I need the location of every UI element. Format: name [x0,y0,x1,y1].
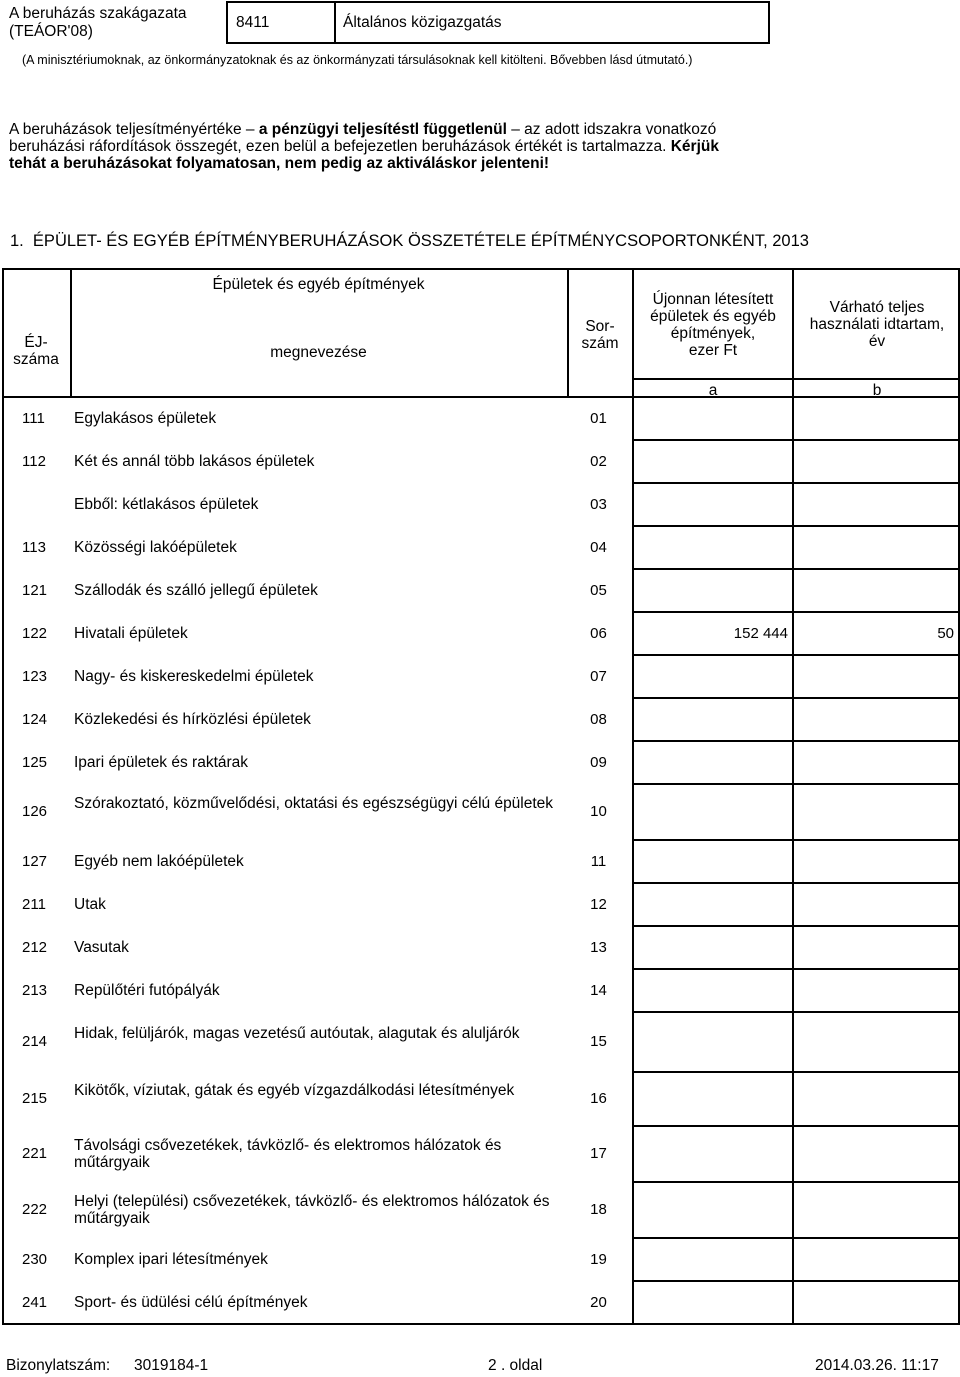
row-code: 111 [22,409,45,427]
header-seq-line1: Sor- [585,318,615,335]
cell-a-field[interactable] [632,1182,792,1238]
row-code: 213 [22,981,48,999]
header-seq [569,318,631,352]
cell-b-field[interactable] [792,1126,960,1182]
cell-b-field[interactable] [792,569,960,612]
table-row [0,483,960,526]
table-row [0,883,960,926]
row-name: Szállodák és szálló jellegű épületek [74,581,318,599]
cell-b-field[interactable] [792,1182,960,1238]
cell-a-field[interactable] [632,397,792,440]
row-seq: 18 [590,1201,607,1218]
cell-b-field[interactable] [792,397,960,440]
teaor-divider [334,1,336,44]
table-row [0,655,960,698]
table-row [0,741,960,784]
table-row [0,840,960,883]
teaor-name: Általános közigazgatás [343,14,502,31]
cell-a-field[interactable] [632,883,792,926]
row-code: 212 [22,938,48,956]
table-row [0,926,960,969]
cell-b-field[interactable] [792,526,960,569]
header-letter-b: b [872,382,882,399]
cell-a-field[interactable] [632,526,792,569]
intro-line3: tehát a beruházásokat folyamatosan, nem pedig az aktiváláskor jelenteni! [9,155,550,172]
cell-b-field[interactable] [792,1072,960,1126]
header-letter-a: a [708,382,718,399]
row-name: Nagy- és kiskereskedelmi épületek [74,667,314,685]
cell-b-field[interactable] [792,784,960,840]
row-code: 215 [22,1090,48,1107]
row-name: Vasutak [74,938,129,956]
table-row [0,1126,960,1182]
row-seq: 06 [590,624,607,642]
teaor-label-line1: A beruházás szakágazata [9,5,187,22]
row-code: 211 [22,895,46,913]
table-row [0,397,960,440]
row-name: Komplex ipari létesítmények [74,1250,268,1268]
row-seq: 17 [590,1145,607,1162]
header-col-b-line1: Várható teljes [829,299,925,316]
row-code: 126 [22,803,48,820]
cell-b-field[interactable] [792,883,960,926]
footer-page-num: 2 [488,1357,497,1374]
row-seq: 12 [590,895,607,913]
table-row [0,1072,960,1126]
cell-a-field[interactable] [632,569,792,612]
cell-b-field[interactable] [792,926,960,969]
cell-a-field[interactable] [632,1281,792,1324]
row-code: 123 [22,667,48,685]
cell-a-field[interactable] [632,741,792,784]
footer-timestamp: 2014.03.26. 11:17 [815,1357,939,1374]
intro-line1-bold: a pénzügyi teljesítéstl függetlenül [258,121,507,138]
cell-b-field[interactable] [792,483,960,526]
row-seq: 15 [590,1033,607,1050]
row-code: 124 [22,710,48,728]
header-col-b-line2: használati idtartam, [809,316,945,333]
row-name: Hivatali épületek [74,624,188,642]
table-row [0,698,960,741]
header-name: megnevezése [270,344,367,361]
row-seq: 05 [590,581,607,599]
cell-a-field[interactable] [632,784,792,840]
teaor-label [9,5,187,41]
header-col-a-line1: Újonnan létesített [652,291,774,308]
intro-paragraph [9,121,939,172]
table-row [0,969,960,1012]
cell-a-field[interactable] [632,840,792,883]
row-name: Hidak, felüljárók, magas vezetésű autóutak, alagutak és aluljárók [74,1025,520,1042]
cell-a-field[interactable] [632,483,792,526]
cell-a-value: 152 444 [733,624,788,642]
row-name: Helyi (települési) csővezetékek, távközlő- és elektromos hálózatok és műtárgyaik [74,1193,550,1227]
row-seq: 19 [590,1250,607,1268]
row-seq: 14 [590,981,607,999]
header-col-a-line3: építmények, [670,325,756,342]
row-seq: 13 [590,938,607,956]
cell-b-field[interactable] [792,655,960,698]
cell-b-field[interactable] [792,741,960,784]
table-row [0,612,960,655]
row-seq: 10 [590,803,607,820]
intro-line1-pre: A beruházások teljesítményértéke – [9,121,255,138]
table-row [0,1182,960,1238]
cell-b-field[interactable] [792,969,960,1012]
cell-b-value: 50 [937,624,954,642]
row-name: Közlekedési és hírközlési épületek [74,710,311,728]
section-title: 1. ÉPÜLET- ÉS EGYÉB ÉPÍTMÉNYBERUHÁZÁSOK ÖSSZETÉTELE ÉPÍTMÉNYCSOPORTONKÉNT, 2013 [10,232,809,250]
table-row [0,1281,960,1324]
row-code: 222 [22,1201,48,1218]
cell-b-field[interactable] [792,1012,960,1072]
cell-b-field[interactable] [792,440,960,483]
row-name: Egyéb nem lakóépületek [74,852,244,870]
cell-b-field[interactable] [792,1238,960,1281]
row-seq: 04 [590,538,607,556]
teaor-code: 8411 [236,14,270,31]
intro-line1-post: – az adott idszakra vonatkozó [511,121,717,138]
row-name: Repülőtéri futópályák [74,981,220,999]
header-col-b-line3: év [868,333,886,350]
header-group: Épületek és egyéb építmények [212,276,425,293]
cell-a-field[interactable] [632,1012,792,1072]
cell-a-field[interactable] [632,655,792,698]
table-row [0,1238,960,1281]
cell-b-field[interactable] [792,840,960,883]
header-ej-line1: ÉJ- [24,334,48,351]
row-code: 127 [22,852,48,870]
header-col-a [634,291,792,359]
row-name: Sport- és üdülési célú építmények [74,1293,308,1311]
cell-a-field[interactable] [632,969,792,1012]
row-seq: 09 [590,753,607,771]
row-seq: 16 [590,1090,607,1107]
header-letters-divider [632,378,960,380]
row-seq: 01 [590,409,607,427]
row-code: 230 [22,1250,48,1268]
table-row [0,1012,960,1072]
row-seq: 08 [590,710,607,728]
intro-line2-pre: beruházási ráfordítások összegét, ezen belül a befejezetlen beruházások értékét is tartalmazza. [9,138,667,155]
table-row [0,569,960,612]
intro-line2 [9,138,939,155]
row-code: 125 [22,753,48,771]
cell-b-field[interactable] [792,698,960,741]
row-name: Ebből: kétlakásos épületek [74,495,259,513]
header-ej [4,334,68,368]
row-seq: 20 [590,1293,607,1311]
header-col-a-line4: ezer Ft [688,342,738,359]
row-code: 122 [22,624,48,642]
cell-a-field[interactable] [632,1126,792,1182]
header-ej-line2: száma [13,351,59,368]
footer-page-label: . oldal [500,1357,543,1374]
row-name: Utak [74,895,106,913]
header-note: (A minisztériumoknak, az önkormányzatoknak és az önkormányzati társulásoknak kell kitölteni. Bővebben lásd útmutató.) [22,53,693,67]
row-code: 214 [22,1033,48,1050]
row-seq: 11 [590,852,607,870]
intro-line2-bold: Kérjük [670,138,719,155]
cell-a-field[interactable] [632,440,792,483]
row-name: Közösségi lakóépületek [74,538,237,556]
cell-b-field[interactable] [792,1281,960,1324]
header-col-a-line2: épületek és egyéb [650,308,776,325]
row-name: Szórakoztató, közművelődési, oktatási és egészségügyi célú épületek [74,795,554,812]
teaor-label-line2: (TEÁOR'08) [9,23,93,40]
row-name: Távolsági csővezetékek, távközlő- és elektromos hálózatok és műtárgyaik [74,1137,502,1171]
row-code: 113 [22,538,46,556]
footer-id-label: Bizonylatszám: [6,1357,111,1374]
header-seq-line2: szám [581,335,619,352]
footer-id-value: 3019184-1 [134,1357,209,1374]
row-code: 241 [22,1293,48,1311]
footer-page [488,1357,542,1374]
row-code: 112 [22,452,46,470]
table-row [0,440,960,483]
row-code: 121 [22,581,48,599]
table-row [0,526,960,569]
cell-a-field[interactable] [632,926,792,969]
row-name: Egylakásos épületek [74,409,217,427]
table-row [0,784,960,840]
cell-a-field[interactable] [632,1238,792,1281]
cell-a-field[interactable] [632,1072,792,1126]
row-code: 221 [22,1145,48,1162]
row-name: Ipari épületek és raktárak [74,753,249,771]
intro-line1 [9,121,939,138]
header-col-b [794,299,960,350]
row-name: Kikötők, víziutak, gátak és egyéb vízgazdálkodási létesítmények [74,1082,515,1099]
cell-a-field[interactable] [632,698,792,741]
row-seq: 03 [590,495,607,513]
row-seq: 02 [590,452,607,470]
row-seq: 07 [590,667,607,685]
row-name: Két és annál több lakásos épületek [74,452,315,470]
